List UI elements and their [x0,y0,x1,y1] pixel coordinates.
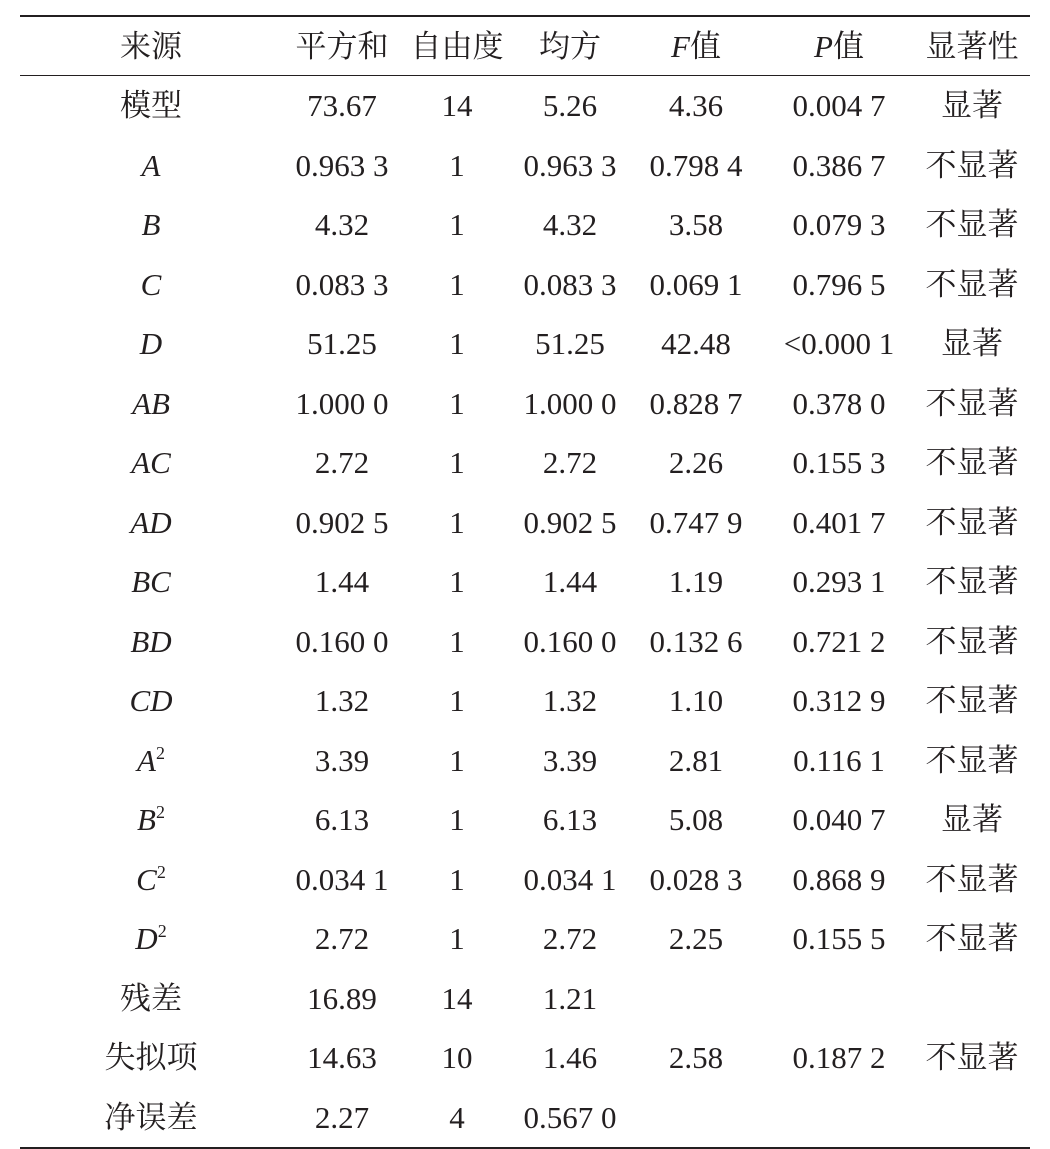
cell-source [20,623,282,659]
cell-mean-square: 0.567 0 [523,1099,617,1135]
cell-p-value: 0.116 1 [793,742,885,778]
cell-p-value: 0.293 1 [792,564,886,600]
cell-p-value: 0.796 5 [792,266,886,302]
cell-sum-of-squares: 2.72 [314,921,370,957]
cell-p-value: 0.187 2 [792,1040,886,1076]
cell-p-value: 0.155 5 [792,921,886,957]
cell-p-value: 0.401 7 [792,504,886,540]
cell-sum-of-squares: 0.034 1 [295,861,389,897]
source-label: A [141,147,161,183]
table-row [20,671,1030,731]
cell-mean-square: 3.39 [542,742,598,778]
cell-sum-of-squares: 0.160 0 [295,623,389,659]
cell-sum-of-squares: 2.27 [314,1099,370,1135]
header-p-suffix: 值 [832,28,864,64]
table-row [20,850,1030,910]
table-row [20,909,1030,969]
table-row [20,969,1030,1029]
cell-f-value: 5.08 [668,802,724,838]
cell-degrees-of-freedom: 1 [449,385,465,421]
source-label: AB [132,385,170,421]
cell-sum-of-squares: 1.44 [314,564,370,600]
cell-p-value: <0.000 1 [783,326,895,362]
cell-source [20,1040,282,1076]
cell-f-value: 0.798 4 [649,147,743,183]
cell-mean-square: 1.44 [542,564,598,600]
cell-significance: 不显著 [925,861,1019,897]
cell-degrees-of-freedom: 1 [449,326,465,362]
cell-degrees-of-freedom: 10 [441,1040,473,1076]
cell-mean-square: 0.902 5 [523,504,617,540]
cell-f-value: 0.132 6 [649,623,743,659]
table-row [20,374,1030,434]
cell-source [20,921,282,957]
cell-significance: 不显著 [925,623,1019,659]
cell-mean-square: 1.46 [542,1040,598,1076]
cell-degrees-of-freedom: 1 [449,207,465,243]
cell-mean-square: 4.32 [542,207,598,243]
cell-sum-of-squares: 14.63 [307,1040,377,1076]
source-label: CD [129,683,173,719]
cell-mean-square: 0.083 3 [523,266,617,302]
anova-table [20,15,1030,1149]
table-row [20,612,1030,672]
cell-mean-square: 1.32 [542,683,598,719]
cell-source [20,445,282,481]
source-label: B [141,207,161,243]
table-row [20,433,1030,493]
cell-degrees-of-freedom: 14 [441,980,473,1016]
cell-significance: 不显著 [925,683,1019,719]
cell-p-value: 0.004 7 [792,88,886,124]
cell-f-value: 0.747 9 [649,504,743,540]
cell-mean-square: 0.963 3 [523,147,617,183]
cell-degrees-of-freedom: 1 [449,802,465,838]
cell-p-value: 0.868 9 [792,861,886,897]
table-row [20,76,1030,136]
source-label: A [137,742,156,778]
cell-p-value: 0.040 7 [792,802,886,838]
cell-p-value: 0.155 3 [792,445,886,481]
table-row [20,195,1030,255]
cell-f-value: 1.19 [668,564,724,600]
cell-significance: 不显著 [925,504,1019,540]
table-row [20,1088,1030,1148]
cell-sum-of-squares: 0.902 5 [295,504,389,540]
cell-p-value: 0.378 0 [792,385,886,421]
cell-significance: 不显著 [925,921,1019,957]
cell-source [20,564,282,600]
cell-source [20,683,282,719]
cell-mean-square: 2.72 [542,921,598,957]
table-row [20,493,1030,553]
cell-p-value: 0.312 9 [792,683,886,719]
header-f-suffix: 值 [689,28,721,64]
cell-f-value: 1.10 [668,683,724,719]
cell-source [20,1099,282,1135]
cell-mean-square: 0.160 0 [523,623,617,659]
cell-f-value: 2.58 [668,1040,724,1076]
source-label: 净误差 [104,1099,198,1135]
header-source: 来源 [120,28,182,64]
source-label: BC [131,564,171,600]
source-label: AD [130,504,172,540]
cell-degrees-of-freedom: 14 [441,88,473,124]
cell-degrees-of-freedom: 1 [449,623,465,659]
cell-mean-square: 5.26 [542,88,598,124]
cell-f-value: 2.25 [668,921,724,957]
cell-significance: 不显著 [925,207,1019,243]
cell-f-value: 4.36 [668,88,724,124]
cell-mean-square: 1.21 [542,980,598,1016]
header-sum-of-squares: 平方和 [295,28,389,64]
table-row [20,790,1030,850]
cell-significance: 显著 [941,802,1003,838]
cell-p-value: 0.721 2 [792,623,886,659]
cell-f-value: 2.81 [668,742,724,778]
cell-degrees-of-freedom: 4 [449,1099,465,1135]
header-row [20,17,1030,75]
cell-source [20,88,282,124]
source-label: 残差 [120,980,182,1016]
cell-source [20,742,282,778]
cell-sum-of-squares: 0.083 3 [295,266,389,302]
cell-sum-of-squares: 16.89 [307,980,377,1016]
cell-significance: 不显著 [925,445,1019,481]
cell-degrees-of-freedom: 1 [449,504,465,540]
cell-degrees-of-freedom: 1 [449,266,465,302]
source-exponent: 2 [155,742,165,763]
cell-source [20,980,282,1016]
cell-f-value: 2.26 [668,445,724,481]
table-row [20,552,1030,612]
cell-degrees-of-freedom: 1 [449,564,465,600]
cell-sum-of-squares: 3.39 [314,742,370,778]
table-row [20,314,1030,374]
cell-mean-square: 0.034 1 [523,861,617,897]
cell-source [20,207,282,243]
cell-f-value: 0.069 1 [649,266,743,302]
cell-source [20,266,282,302]
cell-degrees-of-freedom: 1 [449,147,465,183]
header-p-variable: P [814,28,833,64]
cell-sum-of-squares: 6.13 [314,802,370,838]
header-p-value [764,28,914,64]
cell-mean-square: 1.000 0 [523,385,617,421]
cell-significance: 不显著 [925,742,1019,778]
cell-p-value: 0.386 7 [792,147,886,183]
cell-source [20,504,282,540]
cell-f-value: 42.48 [661,326,731,362]
cell-mean-square: 2.72 [542,445,598,481]
cell-sum-of-squares: 1.000 0 [295,385,389,421]
header-significance: 显著性 [925,28,1019,64]
source-label: D [135,921,158,957]
cell-mean-square: 6.13 [542,802,598,838]
cell-degrees-of-freedom: 1 [449,861,465,897]
cell-significance: 不显著 [925,147,1019,183]
cell-sum-of-squares: 0.963 3 [295,147,389,183]
cell-significance: 不显著 [925,266,1019,302]
source-label: C [140,266,162,302]
cell-significance: 不显著 [925,385,1019,421]
cell-source [20,802,282,838]
cell-sum-of-squares: 1.32 [314,683,370,719]
cell-sum-of-squares: 51.25 [307,326,377,362]
cell-sum-of-squares: 4.32 [314,207,370,243]
header-degrees-of-freedom: 自由度 [410,28,504,64]
table-row [20,136,1030,196]
source-label: 模型 [120,88,182,124]
source-label: C [136,861,157,897]
cell-source [20,147,282,183]
cell-degrees-of-freedom: 1 [449,445,465,481]
cell-p-value: 0.079 3 [792,207,886,243]
header-f-variable: F [671,28,690,64]
table-row [20,255,1030,315]
source-label: BD [130,623,172,659]
cell-significance: 不显著 [925,1040,1019,1076]
table-body [20,76,1030,1147]
cell-f-value: 3.58 [668,207,724,243]
cell-significance: 显著 [941,326,1003,362]
cell-f-value: 0.028 3 [649,861,743,897]
source-label: D [139,326,163,362]
cell-sum-of-squares: 73.67 [307,88,377,124]
source-exponent: 2 [156,861,166,882]
source-label: B [137,802,156,838]
header-f-value [628,28,764,64]
source-exponent: 2 [155,802,165,823]
source-exponent: 2 [157,921,167,942]
table-row [20,1028,1030,1088]
cell-degrees-of-freedom: 1 [449,742,465,778]
source-label: AC [131,445,171,481]
cell-sum-of-squares: 2.72 [314,445,370,481]
header-mean-square: 均方 [539,28,601,64]
cell-source [20,861,282,897]
cell-source [20,385,282,421]
cell-f-value: 0.828 7 [649,385,743,421]
table-row [20,731,1030,791]
source-label: 失拟项 [104,1040,198,1076]
cell-degrees-of-freedom: 1 [449,683,465,719]
cell-significance: 不显著 [925,564,1019,600]
cell-degrees-of-freedom: 1 [449,921,465,957]
cell-source [20,326,282,362]
cell-significance: 显著 [941,88,1003,124]
cell-mean-square: 51.25 [535,326,605,362]
